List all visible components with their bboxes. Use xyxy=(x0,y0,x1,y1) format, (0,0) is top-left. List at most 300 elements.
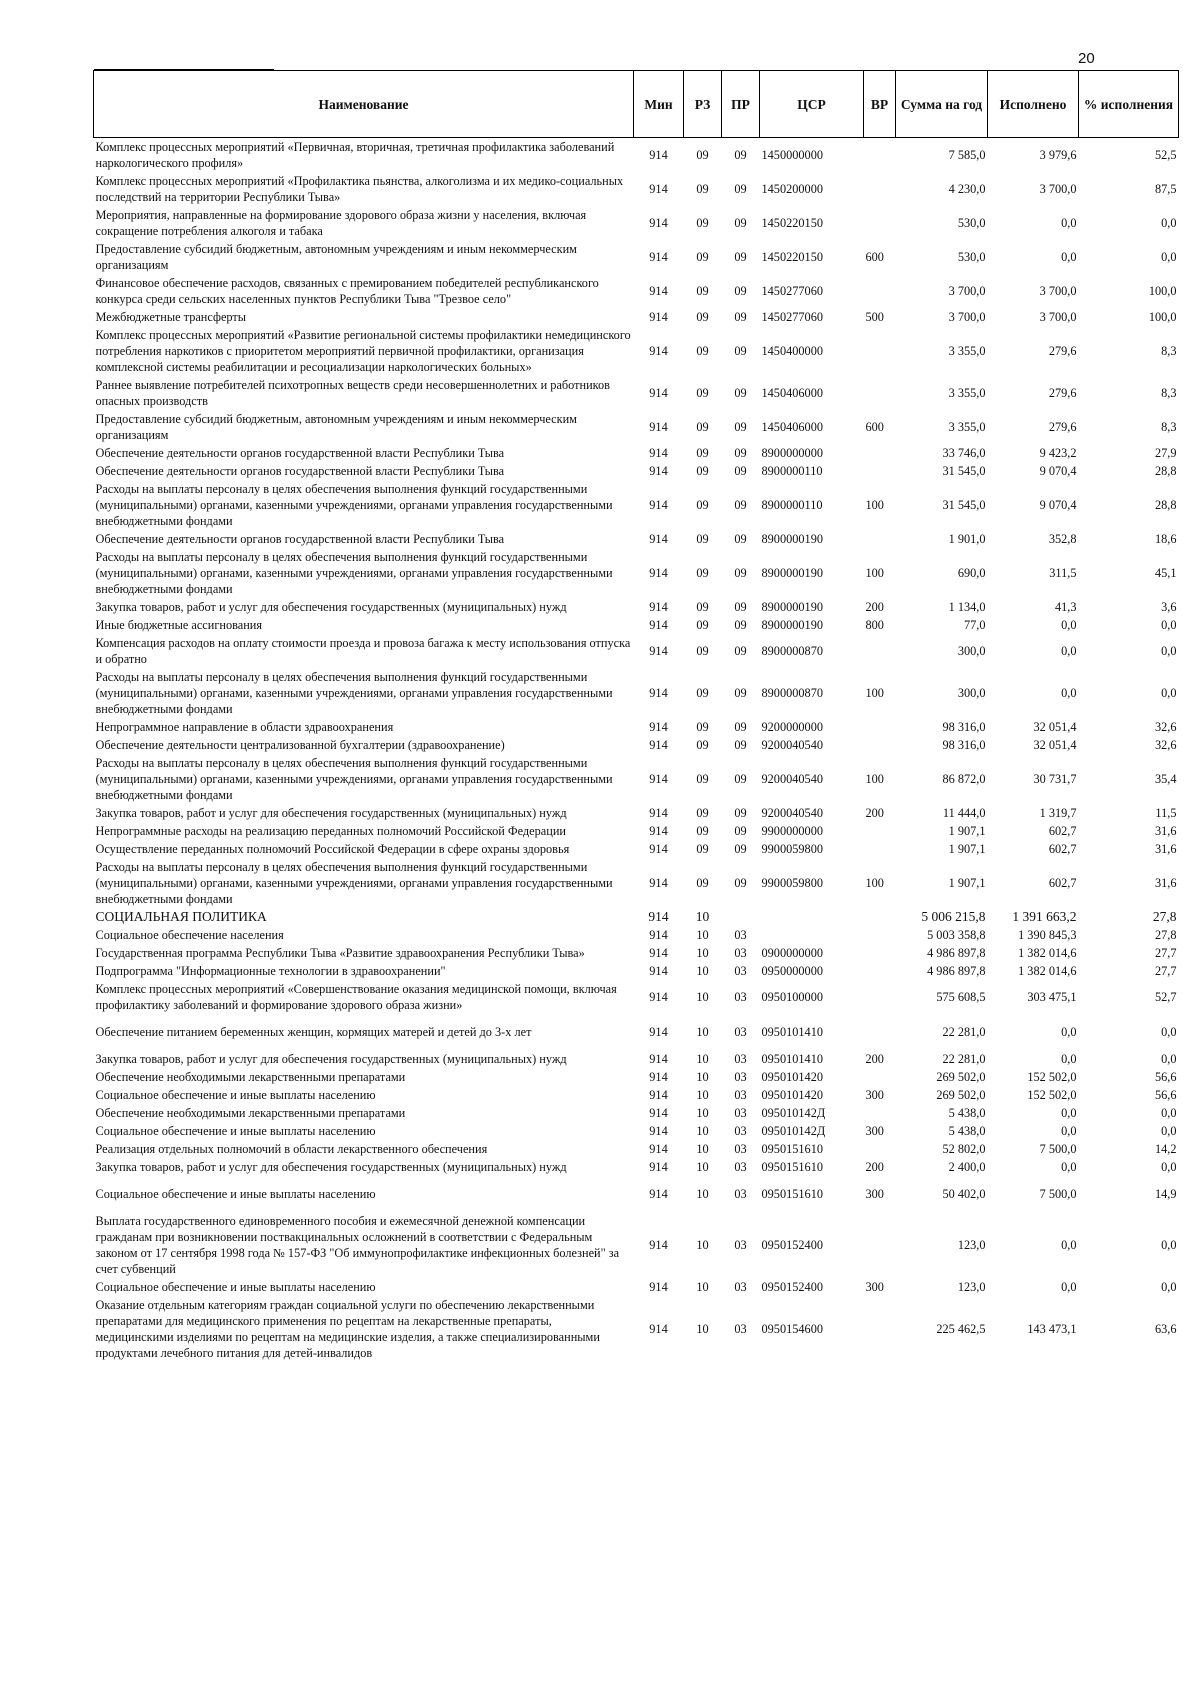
row-pr: 09 xyxy=(734,566,747,580)
row-isp: 30 731,7 xyxy=(1033,772,1077,786)
row-sum: 33 746,0 xyxy=(942,446,986,460)
row-vr xyxy=(864,1212,896,1278)
row-sum: 1 907,1 xyxy=(948,824,986,838)
row-rz: 09 xyxy=(696,216,709,230)
table-row xyxy=(94,736,1179,754)
row-name: Расходы на выплаты персоналу в целях обеспечения выполнения функций государственными (муниципальными) органами, казенными учреждениями, органами управления государственными внебюджетными фондами xyxy=(95,756,613,802)
row-min: 914 xyxy=(649,386,668,400)
row-csr: 0950101410 xyxy=(761,1025,823,1039)
row-pct: 0,0 xyxy=(1161,1238,1177,1252)
header-pct: % исполнения xyxy=(1079,71,1179,138)
row-rz: 09 xyxy=(696,386,709,400)
table-row xyxy=(94,822,1179,840)
row-vr xyxy=(864,840,896,858)
row-name: Комплекс процессных мероприятий «Первичная, вторичная, третичная профилактика заболеваний наркологического профиля» xyxy=(95,140,615,170)
table-row xyxy=(94,1296,1179,1362)
row-vr: 300 xyxy=(865,1187,884,1201)
row-pr: 09 xyxy=(734,876,747,890)
row-csr: 8900000870 xyxy=(761,686,823,700)
row-rz: 10 xyxy=(696,990,709,1004)
row-pr: 03 xyxy=(734,1124,747,1138)
row-csr xyxy=(760,908,864,926)
row-isp: 602,7 xyxy=(1048,876,1077,890)
row-pr: 03 xyxy=(734,964,747,978)
row-sum: 31 545,0 xyxy=(942,498,986,512)
row-min: 914 xyxy=(648,909,669,924)
row-min: 914 xyxy=(649,532,668,546)
row-sum: 1 901,0 xyxy=(948,532,986,546)
row-vr xyxy=(864,736,896,754)
row-rz: 09 xyxy=(696,532,709,546)
row-name: Социальное обеспечение населения xyxy=(95,928,284,942)
header-rz: РЗ xyxy=(684,71,722,138)
row-sum: 225 462,5 xyxy=(936,1322,986,1336)
table-row xyxy=(94,172,1179,206)
row-csr: 1450400000 xyxy=(761,344,823,358)
row-csr: 095010142Д xyxy=(761,1106,826,1120)
row-sum: 11 444,0 xyxy=(942,806,986,820)
row-min: 914 xyxy=(649,250,668,264)
row-name: Социальное обеспечение и иные выплаты населению xyxy=(95,1088,376,1102)
row-vr: 500 xyxy=(865,310,884,324)
row-min: 914 xyxy=(649,738,668,752)
row-pct: 8,3 xyxy=(1161,420,1177,434)
row-name: Обеспечение необходимыми лекарственными препаратами xyxy=(95,1070,406,1084)
row-csr: 0950151610 xyxy=(761,1142,823,1156)
row-sum: 1 907,1 xyxy=(948,876,986,890)
row-vr xyxy=(864,206,896,240)
row-pr: 09 xyxy=(734,600,747,614)
row-csr: 9200040540 xyxy=(761,738,823,752)
row-name: Обеспечение питанием беременных женщин, кормящих матерей и детей до 3-х лет xyxy=(95,1025,532,1039)
row-name: Комплекс процессных мероприятий «Развитие региональной системы профилактики немедицинского потребления наркотиков с приоритетом мероприятий первичной профилактики, организация комплексной системы реабилитации и ресоциализации наркологических больных» xyxy=(95,328,631,374)
row-csr: 0950151610 xyxy=(761,1187,823,1201)
table-row xyxy=(94,274,1179,308)
row-isp: 0,0 xyxy=(1061,644,1077,658)
row-pct: 52,5 xyxy=(1154,148,1177,162)
row-isp: 279,6 xyxy=(1048,344,1077,358)
row-min: 914 xyxy=(649,464,668,478)
row-pct: 14,2 xyxy=(1154,1142,1177,1156)
row-csr: 1450200000 xyxy=(761,182,823,196)
row-sum: 77,0 xyxy=(963,618,986,632)
table-row xyxy=(94,1212,1179,1278)
row-min: 914 xyxy=(649,772,668,786)
row-pr: 03 xyxy=(734,1070,747,1084)
row-pr: 03 xyxy=(734,1280,747,1294)
row-sum: 86 872,0 xyxy=(942,772,986,786)
row-pct: 52,7 xyxy=(1154,990,1177,1004)
row-isp: 9 070,4 xyxy=(1039,464,1077,478)
row-pr: 09 xyxy=(734,386,747,400)
row-vr: 800 xyxy=(865,618,884,632)
row-rz: 09 xyxy=(696,148,709,162)
row-pr: 03 xyxy=(734,1187,747,1201)
row-sum: 50 402,0 xyxy=(942,1187,986,1201)
row-isp: 279,6 xyxy=(1048,420,1077,434)
row-sum: 5 003 358,8 xyxy=(927,928,986,942)
row-isp: 303 475,1 xyxy=(1027,990,1077,1004)
row-min: 914 xyxy=(649,686,668,700)
row-pct: 0,0 xyxy=(1161,1025,1177,1039)
row-name: Комплекс процессных мероприятий «Профилактика пьянства, алкоголизма и их медико-социальных последствий на территории Республики Тыва» xyxy=(95,174,624,204)
row-pct: 27,8 xyxy=(1154,928,1177,942)
row-rz: 10 xyxy=(696,1322,709,1336)
row-pr: 09 xyxy=(734,498,747,512)
row-rz: 09 xyxy=(696,600,709,614)
row-isp: 0,0 xyxy=(1061,250,1077,264)
row-vr: 600 xyxy=(865,420,884,434)
table-row xyxy=(94,840,1179,858)
row-sum: 4 230,0 xyxy=(948,182,986,196)
row-pr: 09 xyxy=(734,532,747,546)
row-rz: 10 xyxy=(696,1142,709,1156)
row-isp: 0,0 xyxy=(1061,1124,1077,1138)
row-pr: 09 xyxy=(734,250,747,264)
row-sum: 98 316,0 xyxy=(942,738,986,752)
row-rz: 10 xyxy=(696,1070,709,1084)
page-number: 20 xyxy=(1078,50,1095,67)
row-vr xyxy=(864,462,896,480)
row-vr xyxy=(864,1014,896,1050)
row-min: 914 xyxy=(649,618,668,632)
row-vr: 100 xyxy=(865,876,884,890)
row-pct: 63,6 xyxy=(1154,1322,1177,1336)
row-name: Непрограммное направление в области здравоохранения xyxy=(95,720,394,734)
row-rz: 10 xyxy=(696,1280,709,1294)
row-csr: 0950152400 xyxy=(761,1280,823,1294)
row-pr: 09 xyxy=(734,182,747,196)
row-rz: 09 xyxy=(696,310,709,324)
row-pct: 27,7 xyxy=(1154,946,1177,960)
row-rz: 09 xyxy=(696,464,709,478)
row-sum: 269 502,0 xyxy=(936,1088,986,1102)
row-name: СОЦИАЛЬНАЯ ПОЛИТИКА xyxy=(95,909,267,924)
row-csr: 0950154600 xyxy=(761,1322,823,1336)
table-row xyxy=(94,206,1179,240)
row-isp: 0,0 xyxy=(1061,686,1077,700)
row-vr: 200 xyxy=(865,806,884,820)
row-pct: 11,5 xyxy=(1155,806,1177,820)
row-rz: 10 xyxy=(696,1124,709,1138)
row-min: 914 xyxy=(649,600,668,614)
row-csr: 1450406000 xyxy=(761,420,823,434)
row-pr: 09 xyxy=(734,806,747,820)
row-pct: 32,6 xyxy=(1154,738,1177,752)
table-row xyxy=(94,668,1179,718)
row-vr xyxy=(864,530,896,548)
row-isp: 602,7 xyxy=(1048,842,1077,856)
row-pct: 28,8 xyxy=(1154,464,1177,478)
row-name: Реализация отдельных полномочий в области лекарственного обеспечения xyxy=(95,1142,488,1156)
row-name: Иные бюджетные ассигнования xyxy=(95,618,263,632)
row-min: 914 xyxy=(649,1280,668,1294)
row-pct: 27,9 xyxy=(1154,446,1177,460)
header-name: Наименование xyxy=(94,71,634,138)
row-sum: 3 700,0 xyxy=(948,284,986,298)
row-csr: 8900000190 xyxy=(761,618,823,632)
row-csr: 9200000000 xyxy=(761,720,823,734)
row-name: Финансовое обеспечение расходов, связанных с премированием победителей республиканского конкурса среди сельских населенных пунктов Республики Тыва "Трезвое село" xyxy=(95,276,599,306)
row-isp: 1 390 845,3 xyxy=(1018,928,1077,942)
row-vr xyxy=(864,1068,896,1086)
row-pr: 09 xyxy=(734,772,747,786)
row-pr: 09 xyxy=(734,420,747,434)
row-pct: 0,0 xyxy=(1161,1052,1177,1066)
row-isp: 7 500,0 xyxy=(1039,1187,1077,1201)
row-rz: 10 xyxy=(696,946,709,960)
table-row xyxy=(94,718,1179,736)
row-vr: 200 xyxy=(865,1160,884,1174)
row-vr xyxy=(864,376,896,410)
row-rz: 10 xyxy=(696,1187,709,1201)
row-csr: 9200040540 xyxy=(761,806,823,820)
row-min: 914 xyxy=(649,1070,668,1084)
row-isp: 152 502,0 xyxy=(1027,1088,1077,1102)
row-isp: 1 391 663,2 xyxy=(1012,909,1077,924)
table-row xyxy=(94,1068,1179,1086)
row-isp: 0,0 xyxy=(1061,1052,1077,1066)
row-min: 914 xyxy=(649,876,668,890)
row-pr: 09 xyxy=(734,618,747,632)
row-sum: 690,0 xyxy=(957,566,986,580)
row-csr: 1450000000 xyxy=(761,148,823,162)
row-csr: 9200040540 xyxy=(761,772,823,786)
row-pr: 09 xyxy=(734,464,747,478)
row-pct: 3,6 xyxy=(1161,600,1177,614)
row-pct: 0,0 xyxy=(1161,1160,1177,1174)
row-rz: 10 xyxy=(695,909,710,924)
row-vr xyxy=(864,980,896,1014)
row-csr: 8900000870 xyxy=(761,644,823,658)
row-vr xyxy=(864,444,896,462)
row-isp: 3 979,6 xyxy=(1039,148,1077,162)
row-pct: 100,0 xyxy=(1148,284,1177,298)
row-min: 914 xyxy=(649,566,668,580)
table-row xyxy=(94,444,1179,462)
row-pct: 31,6 xyxy=(1154,824,1177,838)
row-name: Компенсация расходов на оплату стоимости проезда и провоза багажа к месту использования отпуска и обратно xyxy=(95,636,631,666)
row-csr: 0950151610 xyxy=(761,1160,823,1174)
row-csr: 1450406000 xyxy=(761,386,823,400)
row-isp: 1 382 014,6 xyxy=(1018,946,1077,960)
row-pct: 28,8 xyxy=(1154,498,1177,512)
row-isp: 0,0 xyxy=(1061,1280,1077,1294)
row-pr xyxy=(722,908,760,926)
row-name: Комплекс процессных мероприятий «Совершенствование оказания медицинской помощи, включая профилактику заболеваний и формирование здорового образа жизни» xyxy=(95,982,617,1012)
row-sum: 1 134,0 xyxy=(948,600,986,614)
row-pr: 03 xyxy=(734,1322,747,1336)
row-name: Закупка товаров, работ и услуг для обеспечения государственных (муниципальных) нужд xyxy=(95,1160,567,1174)
row-pr: 09 xyxy=(734,686,747,700)
row-name: Обеспечение деятельности централизованной бухгалтерии (здравоохранение) xyxy=(95,738,505,752)
row-isp: 0,0 xyxy=(1061,1160,1077,1174)
row-name: Мероприятия, направленные на формирование здорового образа жизни у населения, включая сокращение потребления алкоголя и табака xyxy=(95,208,587,238)
row-csr: 1450220150 xyxy=(761,216,823,230)
header-min: Мин xyxy=(634,71,684,138)
row-rz: 10 xyxy=(696,928,709,942)
table-row xyxy=(94,548,1179,598)
table-row xyxy=(94,598,1179,616)
row-csr: 0900000000 xyxy=(761,946,823,960)
row-pr: 03 xyxy=(734,1025,747,1039)
row-vr: 300 xyxy=(865,1124,884,1138)
row-rz: 09 xyxy=(696,182,709,196)
row-csr: 0950000000 xyxy=(761,964,823,978)
row-pr: 03 xyxy=(734,946,747,960)
row-isp: 0,0 xyxy=(1061,216,1077,230)
row-rz: 09 xyxy=(696,284,709,298)
row-min: 914 xyxy=(649,498,668,512)
row-pr: 03 xyxy=(734,1160,747,1174)
row-sum: 22 281,0 xyxy=(942,1025,986,1039)
row-rz: 10 xyxy=(696,1106,709,1120)
row-min: 914 xyxy=(649,1106,668,1120)
table-row xyxy=(94,858,1179,908)
table-row xyxy=(94,308,1179,326)
row-min: 914 xyxy=(649,1088,668,1102)
row-pr: 09 xyxy=(734,738,747,752)
row-pct: 0,0 xyxy=(1161,618,1177,632)
table-row xyxy=(94,480,1179,530)
row-pr: 03 xyxy=(734,1238,747,1252)
header-pr: ПР xyxy=(722,71,760,138)
row-name: Обеспечение деятельности органов государственной власти Республики Тыва xyxy=(95,464,505,478)
table-row xyxy=(94,462,1179,480)
row-name: Государственная программа Республики Тыва «Развитие здравоохранения Республики Тыва» xyxy=(95,946,585,960)
row-name: Закупка товаров, работ и услуг для обеспечения государственных (муниципальных) нужд xyxy=(95,1052,567,1066)
header-csr: ЦСР xyxy=(760,71,864,138)
row-csr: 8900000110 xyxy=(761,498,823,512)
row-pr: 03 xyxy=(734,990,747,1004)
table-row xyxy=(94,908,1179,926)
row-isp: 32 051,4 xyxy=(1033,720,1077,734)
row-rz: 09 xyxy=(696,498,709,512)
row-vr: 300 xyxy=(865,1088,884,1102)
row-min: 914 xyxy=(649,216,668,230)
row-vr xyxy=(864,962,896,980)
row-min: 914 xyxy=(649,806,668,820)
row-vr: 600 xyxy=(865,250,884,264)
row-min: 914 xyxy=(649,344,668,358)
row-name: Предоставление субсидий бюджетным, автономным учреждениям и иным некоммерческим организациям xyxy=(95,242,577,272)
row-pct: 32,6 xyxy=(1154,720,1177,734)
row-pr: 09 xyxy=(734,310,747,324)
table-row xyxy=(94,980,1179,1014)
row-min: 914 xyxy=(649,1025,668,1039)
row-rz: 10 xyxy=(696,964,709,978)
row-vr xyxy=(864,1296,896,1362)
row-name: Предоставление субсидий бюджетным, автономным учреждениям и иным некоммерческим организациям xyxy=(95,412,577,442)
row-pct: 100,0 xyxy=(1148,310,1177,324)
row-pct: 0,0 xyxy=(1161,1106,1177,1120)
row-rz: 09 xyxy=(696,686,709,700)
row-min: 914 xyxy=(649,1142,668,1156)
row-pct: 31,6 xyxy=(1154,876,1177,890)
row-sum: 530,0 xyxy=(957,250,986,264)
row-sum: 1 907,1 xyxy=(948,842,986,856)
row-csr: 0950100000 xyxy=(761,990,823,1004)
row-sum: 3 355,0 xyxy=(948,386,986,400)
row-sum: 4 986 897,8 xyxy=(927,964,986,978)
row-isp: 602,7 xyxy=(1048,824,1077,838)
row-name: Осуществление переданных полномочий Российской Федерации в сфере охраны здоровья xyxy=(95,842,570,856)
row-rz: 09 xyxy=(696,720,709,734)
row-name: Оказание отдельным категориям граждан социальной услуги по обеспечению лекарственными препаратами для медицинского применения по рецептам на лекарственные препараты, медицинскими изделиями по рецептам на медицинские изделия, а также специализированными продуктами лечебного питания для детей-инвалидов xyxy=(95,1298,600,1360)
row-vr xyxy=(864,1140,896,1158)
row-rz: 09 xyxy=(696,842,709,856)
table-row xyxy=(94,530,1179,548)
row-vr xyxy=(864,172,896,206)
row-rz: 10 xyxy=(696,1238,709,1252)
row-min: 914 xyxy=(649,148,668,162)
table-row xyxy=(94,240,1179,274)
row-min: 914 xyxy=(649,946,668,960)
table-row xyxy=(94,1122,1179,1140)
row-min: 914 xyxy=(649,1052,668,1066)
row-csr: 8900000190 xyxy=(761,566,823,580)
row-vr xyxy=(864,274,896,308)
row-name: Социальное обеспечение и иные выплаты населению xyxy=(95,1124,376,1138)
table-row xyxy=(94,1086,1179,1104)
row-pct: 27,8 xyxy=(1152,909,1177,924)
row-rz: 09 xyxy=(696,420,709,434)
row-pct: 14,9 xyxy=(1154,1187,1177,1201)
row-pr: 09 xyxy=(734,842,747,856)
row-min: 914 xyxy=(649,1322,668,1336)
row-pct: 18,6 xyxy=(1154,532,1177,546)
row-min: 914 xyxy=(649,1187,668,1201)
row-vr xyxy=(864,926,896,944)
row-vr xyxy=(864,908,896,926)
row-min: 914 xyxy=(649,1238,668,1252)
row-sum: 3 355,0 xyxy=(948,344,986,358)
row-csr xyxy=(760,926,864,944)
table-row xyxy=(94,616,1179,634)
row-csr: 8900000190 xyxy=(761,532,823,546)
row-sum: 575 608,5 xyxy=(936,990,986,1004)
row-sum: 123,0 xyxy=(957,1280,986,1294)
row-name: Обеспечение деятельности органов государственной власти Республики Тыва xyxy=(95,446,505,460)
row-isp: 32 051,4 xyxy=(1033,738,1077,752)
row-name: Расходы на выплаты персоналу в целях обеспечения выполнения функций государственными (муниципальными) органами, казенными учреждениями, органами управления государственными внебюджетными фондами xyxy=(95,860,613,906)
row-min: 914 xyxy=(649,1124,668,1138)
row-pr: 03 xyxy=(734,1052,747,1066)
row-rz: 10 xyxy=(696,1025,709,1039)
header-isp: Исполнено xyxy=(988,71,1079,138)
row-vr xyxy=(864,1104,896,1122)
row-isp: 3 700,0 xyxy=(1039,284,1077,298)
row-pct: 0,0 xyxy=(1161,686,1177,700)
row-vr: 100 xyxy=(865,686,884,700)
row-sum: 300,0 xyxy=(957,686,986,700)
row-pr: 09 xyxy=(734,720,747,734)
row-rz: 10 xyxy=(696,1160,709,1174)
row-rz: 09 xyxy=(696,618,709,632)
row-rz: 09 xyxy=(696,876,709,890)
table-row xyxy=(94,926,1179,944)
row-csr: 0950152400 xyxy=(761,1238,823,1252)
row-name: Межбюджетные трансферты xyxy=(95,310,247,324)
row-name: Социальное обеспечение и иные выплаты населению xyxy=(95,1187,376,1201)
row-vr xyxy=(864,718,896,736)
row-name: Обеспечение деятельности органов государственной власти Республики Тыва xyxy=(95,532,505,546)
row-vr: 100 xyxy=(865,772,884,786)
row-pct: 27,7 xyxy=(1154,964,1177,978)
table-row xyxy=(94,410,1179,444)
row-rz: 09 xyxy=(696,250,709,264)
header-sum: Сумма на год xyxy=(896,71,988,138)
